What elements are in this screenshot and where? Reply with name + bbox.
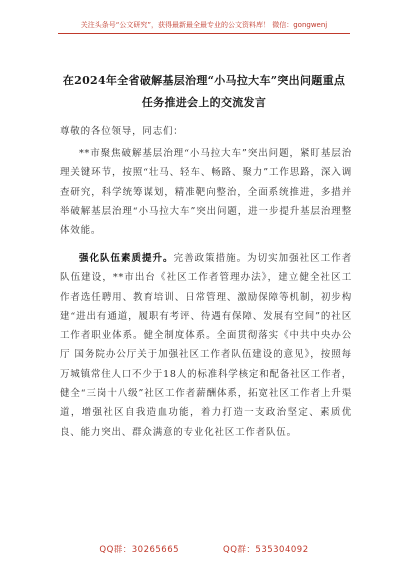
salutation: 尊敬的各位领导，同志们：: [60, 126, 184, 137]
footer-qq-group-2: QQ群：535304092: [223, 545, 309, 555]
paragraph-2-lead: 强化队伍素质提升。: [79, 253, 174, 264]
document-title-line-1: 在2024年全省破解基层治理“小马拉大车”突出问题重点: [62, 74, 346, 87]
header-divider: [58, 33, 350, 34]
paragraph-2-body: 完善政策措施。为切实加强社区工作者队伍建设，**市出台《社区工作者管理办法》，建立健全社区工作者选任聘用、教育培训、日常管理、激励保障等机制，初步构建“进出有通道，履职有考评、待遇有保障、发展有空间”的社区工作者职业体系。健全制度体系。全面贯彻落实《中共中央办公厅 国务院办公厅关于加强社区工作者队伍建设的意见》，按照每万城镇常住人口不少于18人的标准科学核定和配备社区工作者，健全“三岗十八级”社区工作者薪酬体系，拓宽社区工作者上升渠道，增强社区自我造血功能，着力打造一支政治坚定、素质优良、能力突出、群众满意的专业化社区工作者队伍。: [60, 253, 352, 438]
document-title-line-2: 任务推进会上的交流发言: [141, 96, 267, 109]
footer: [0, 543, 408, 555]
header-banner: 关注头条号“公文研究”，获得最新最全最专业的公文资料库！ 微信：gongwenj: [80, 21, 328, 29]
footer-qq-group-1: QQ群：30265665: [99, 545, 180, 555]
paragraph-1: **市聚焦破解基层治理“小马拉大车”突出问题，紧盯基层治理关键环节，按照“壮马、轻车、畅路、聚力”工作思路，深入调查研究，科学统筹谋划，精准靶向整治，全面系统推进，多措并举破解基层治理“小马拉大车”突出问题，进一步提升基层治理整体效能。: [60, 148, 352, 237]
paragraph-2: [60, 249, 352, 442]
